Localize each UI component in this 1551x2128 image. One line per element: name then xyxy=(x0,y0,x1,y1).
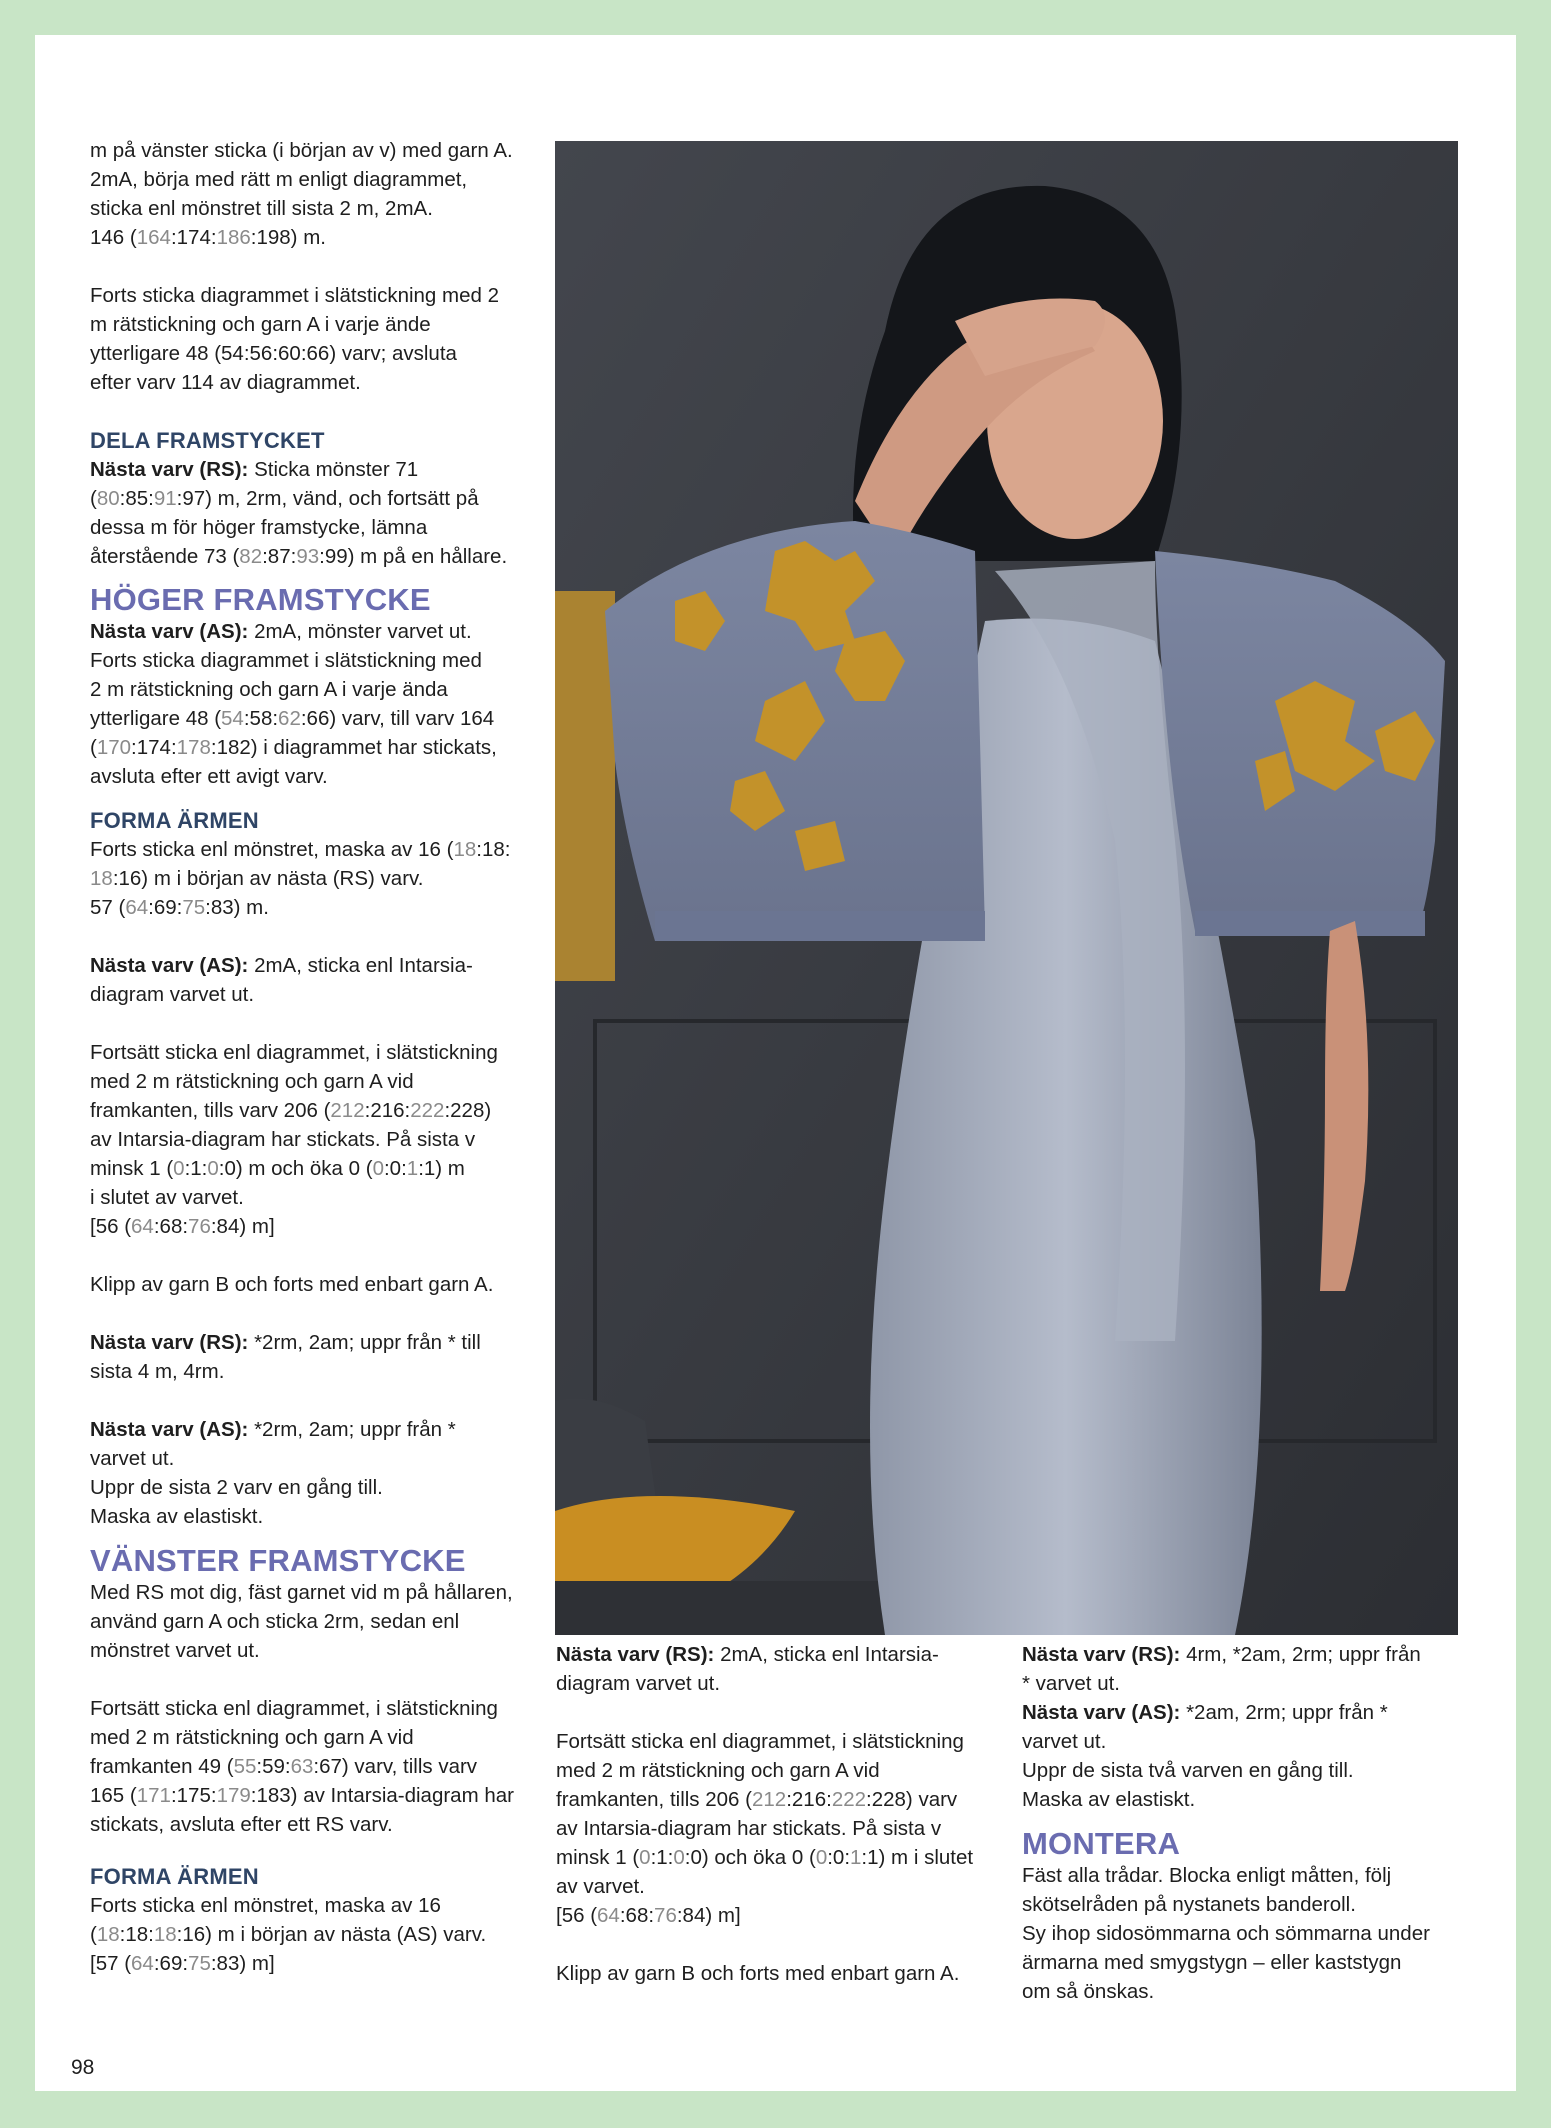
paragraph-continue-chart: Forts sticka diagrammet i slätstickning med 2 m rätstickning och garn A i varje ände ytterligare 48 (54:56:60:66) varv; avsluta efter varv 114 av diagrammet. xyxy=(90,284,499,394)
paragraph-mid-klipp: Klipp av garn B och forts med enbart garn A. xyxy=(556,1962,960,1985)
paragraph-right-rs: Nästa varv (RS): 4rm, *2am, 2rm; uppr från * varvet ut. xyxy=(1022,1643,1421,1695)
paragraph-forma-1: Forts sticka enl mönstret, maska av 16 (18:18: 18:16) m i början av nästa (RS) varv. 57 (64:69:75:83) m. xyxy=(90,838,511,919)
heading-montera: MONTERA xyxy=(1022,1826,1181,1861)
model-photo-illustration xyxy=(555,141,1458,1635)
page xyxy=(35,35,1516,2091)
left-column xyxy=(90,136,570,1978)
heading-vanster-framstycke: VÄNSTER FRAMSTYCKE xyxy=(90,1543,466,1578)
heading-dela-framstycket: DELA FRAMSTYCKET xyxy=(90,428,325,453)
heading-hoger-framstycke: HÖGER FRAMSTYCKE xyxy=(90,582,431,617)
paragraph-hoger: Nästa varv (AS): 2mA, mönster varvet ut. Forts sticka diagrammet i slätstickning med 2 m rätstickning och garn A i varje ända ytterligare 48 (54:58:62:66) varv, till varv 164 (170:174:178:182) i diagrammet har stickats, avsluta efter ett avigt varv. xyxy=(90,620,497,788)
paragraph-as-rib: Nästa varv (AS): *2rm, 2am; uppr från * varvet ut. Uppr de sista 2 varv en gång till. Maska av elastiskt. xyxy=(90,1418,456,1528)
paragraph-fortsatt-2: Fortsätt sticka enl diagrammet, i slätstickning med 2 m rätstickning och garn A vid framkanten 49 (55:59:63:67) varv, tills varv 165 (171:175:179:183) av Intarsia-diagram har stickats, avsluta efter ett RS varv. xyxy=(90,1697,514,1836)
paragraph-right-as: Nästa varv (AS): *2am, 2rm; uppr från * varvet ut. Uppr de sista två varven en gång till. Maska av elastiskt. xyxy=(1022,1701,1388,1811)
paragraph-vanster: Med RS mot dig, fäst garnet vid m på hållaren, använd garn A och sticka 2rm, sedan enl mönstret varvet ut. xyxy=(90,1581,513,1662)
right-column xyxy=(1022,1640,1477,2006)
paragraph-klipp-1: Klipp av garn B och forts med enbart garn A. xyxy=(90,1273,494,1296)
model-photo xyxy=(555,141,1458,1635)
page-number: 98 xyxy=(71,2056,95,2079)
heading-forma-armen-1: FORMA ÄRMEN xyxy=(90,808,259,833)
paragraph-cast-on: m på vänster sticka (i början av v) med garn A. 2mA, börja med rätt m enligt diagrammet, sticka enl mönstret till sista 2 m, 2mA. 146 (164:174:186:198) m. xyxy=(90,139,513,249)
middle-column xyxy=(556,1640,1011,1988)
heading-forma-armen-2: FORMA ÄRMEN xyxy=(90,1864,259,1889)
paragraph-forma-2: Forts sticka enl mönstret, maska av 16 (18:18:18:16) m i början av nästa (AS) varv. [57 (64:69:75:83) m] xyxy=(90,1894,487,1975)
paragraph-mid-rs: Nästa varv (RS): 2mA, sticka enl Intarsia- diagram varvet ut. xyxy=(556,1643,939,1695)
paragraph-rs-rib: Nästa varv (RS): *2rm, 2am; uppr från * till sista 4 m, 4rm. xyxy=(90,1331,481,1383)
paragraph-fortsatt-1: Fortsätt sticka enl diagrammet, i slätstickning med 2 m rätstickning och garn A vid framkanten, tills varv 206 (212:216:222:228) av Intarsia-diagram har stickats. På sista v minsk 1 (0:1:0:0) m och öka 0 (0:0:1:1) m i slutet av varvet. [56 (64:68:76:84) m] xyxy=(90,1041,498,1238)
paragraph-montera: Fäst alla trådar. Blocka enligt måtten, följ skötselråden på nystanets banderoll. Sy ihop sidosömmarna och sömmarna under ärmarna med smygstygn – eller kaststygn om så önskas. xyxy=(1022,1864,1430,2003)
paragraph-dela: Nästa varv (RS): Sticka mönster 71 (80:85:91:97) m, 2rm, vänd, och fortsätt på dessa m för höger framstycke, lämna återstående 73 (82:87:93:99) m på en hållare. xyxy=(90,458,508,568)
paragraph-mid-fortsatt: Fortsätt sticka enl diagrammet, i slätstickning med 2 m rätstickning och garn A vid framkanten, tills 206 (212:216:222:228) varv av Intarsia-diagram har stickats. På sista v minsk 1 (0:1:0:0) och öka 0 (0:0:1:1) m i slutet av varvet. [56 (64:68:76:84) m] xyxy=(556,1730,974,1927)
paragraph-as-intarsia: Nästa varv (AS): 2mA, sticka enl Intarsia- diagram varvet ut. xyxy=(90,954,473,1006)
